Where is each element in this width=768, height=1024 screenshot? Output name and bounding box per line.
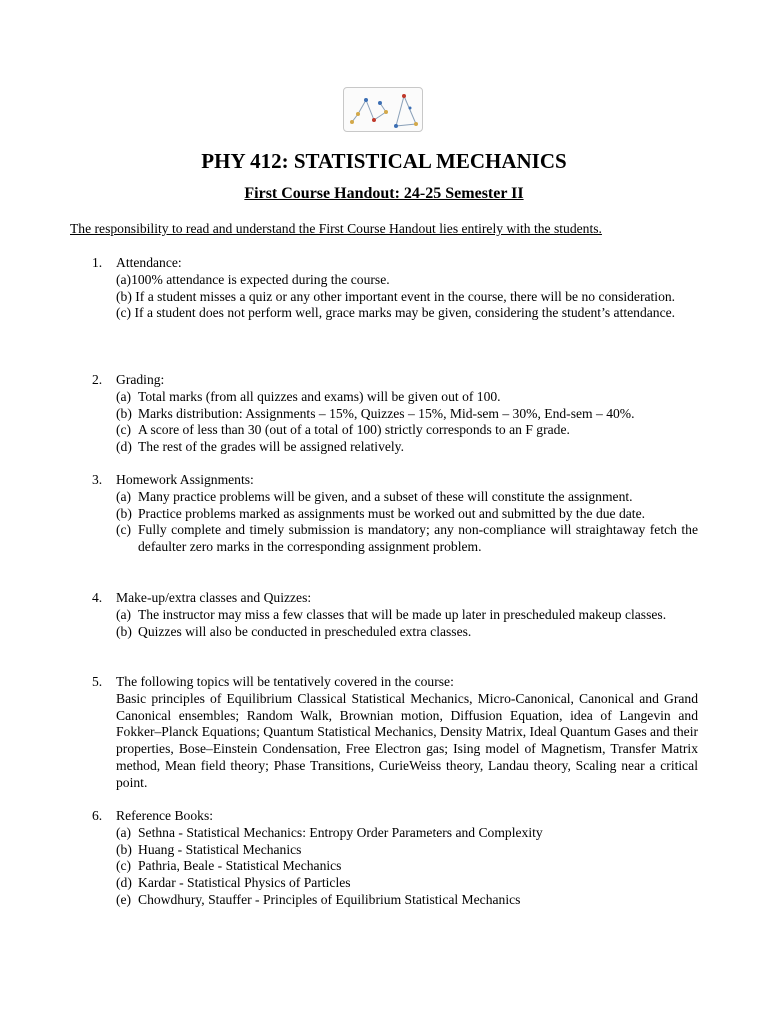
section-number: 2. (92, 372, 103, 387)
list-item: (a)100% attendance is expected during the course. (116, 271, 390, 287)
list-item: (c) Fully complete and timely submission is mandatory; any non-compliance will straightaway fetch the defaulter zero marks in the corresponding assignment problem. (116, 522, 698, 555)
list-item: (e) Chowdhury, Stauffer - Principles of Equilibrium Statistical Mechanics (116, 891, 521, 907)
list-item: (a) Many practice problems will be given, and a subset of these will constitute the assignment. (116, 488, 633, 504)
course-logo (343, 87, 423, 132)
section-attendance (70, 255, 698, 322)
responsibility-notice: The responsibility to read and understand the First Course Handout lies entirely with the students. (70, 221, 602, 236)
section-heading: 6. Reference Books: (92, 808, 214, 823)
section-number: 6. (92, 808, 103, 823)
list-item: (a) Sethna - Statistical Mechanics: Entropy Order Parameters and Complexity (116, 824, 543, 840)
section-heading: 2. Grading: (92, 372, 165, 387)
section-reference-books (70, 808, 698, 909)
list-item: (d) Kardar - Statistical Physics of Particles (116, 875, 351, 891)
section-makeup (70, 590, 698, 640)
list-item: (c) A score of less than 30 (out of a total of 100) strictly corresponds to an F grade. (116, 422, 570, 438)
section-number: 3. (92, 472, 103, 487)
section-heading: 5. The following topics will be tentatively covered in the course: (92, 674, 454, 689)
list-item: (a) The instructor may miss a few classes that will be made up later in prescheduled makeup classes. (116, 606, 667, 622)
list-item: (a) Total marks (from all quizzes and exams) will be given out of 100. (116, 388, 501, 404)
section-number: 4. (92, 590, 103, 605)
handout-subtitle: First Course Handout: 24-25 Semester II (244, 185, 524, 202)
section-topics (70, 674, 698, 792)
list-item: (b) If a student misses a quiz or any other important event in the course, there will be no consideration. (116, 288, 676, 304)
section-grading (70, 372, 698, 456)
section-number: 1. (92, 255, 103, 270)
course-title: PHY 412: STATISTICAL MECHANICS (201, 149, 567, 173)
list-item: (c) Pathria, Beale - Statistical Mechanics (116, 858, 342, 874)
list-item: (d) The rest of the grades will be assigned relatively. (116, 439, 404, 455)
list-item: (b) Quizzes will also be conducted in prescheduled extra classes. (116, 623, 472, 639)
list-item: (b) Huang - Statistical Mechanics (116, 841, 302, 857)
section-heading: 1. Attendance: (92, 255, 182, 270)
section-heading: 3. Homework Assignments: (92, 472, 254, 487)
section-number: 5. (92, 674, 103, 689)
section-homework (70, 472, 698, 556)
list-item: (b) Marks distribution: Assignments – 15%, Quizzes – 15%, Mid-sem – 30%, End-sem – 40%. (116, 405, 635, 421)
topics-paragraph: Basic principles of Equilibrium Classical Statistical Mechanics, Micro-Canonical, Canonical and Grand Canonical ensembles; Random Walk, Brownian motion, Diffusion Equation, idea of Langevin and Fokker–Planck Equations; Quantum Statistical Mechanics, Density Matrix, Ideal Quantum Gases and their properties, Bose–Einstein Condensation, Free Electron gas; Ising model of Magnetism, Transfer Matrix method, Mean field theory; Phase Transitions, CurieWeiss theory, Landau theory, Scaling near a critical point. (116, 690, 698, 790)
network-graph-icon (344, 88, 422, 131)
section-heading: 4. Make-up/extra classes and Quizzes: (92, 590, 312, 605)
list-item: (b) Practice problems marked as assignments must be worked out and submitted by the due date. (116, 505, 646, 521)
list-item: (c) If a student does not perform well, grace marks may be given, considering the student’s attendance. (116, 305, 676, 321)
